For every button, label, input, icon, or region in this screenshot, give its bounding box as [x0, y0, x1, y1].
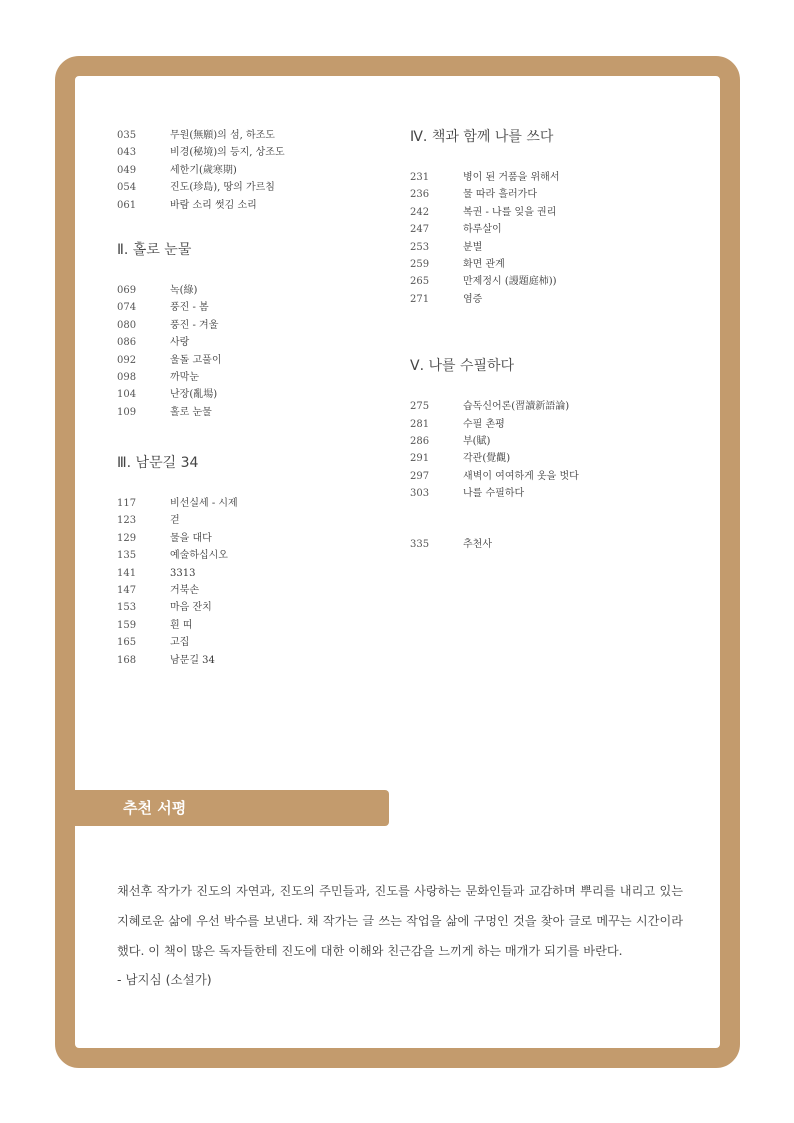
toc-entry-title: 화면 관계: [463, 258, 505, 270]
toc-entry: [117, 334, 387, 351]
toc-entry: [117, 179, 387, 196]
toc-entry-title: 고집: [170, 637, 190, 649]
toc-entry: [117, 599, 387, 616]
toc-entry-title: 예술하십시오: [170, 550, 228, 562]
toc-entry-title: 비선실세 - 시제: [170, 498, 238, 510]
toc-entry-page: 049: [117, 164, 137, 176]
toc-entry: [410, 239, 710, 256]
toc-entry-page: 335: [410, 539, 430, 551]
toc-entry: [410, 416, 710, 433]
toc-entry-page: 123: [117, 515, 137, 527]
toc-entry: [410, 186, 710, 203]
toc-entry-page: 271: [410, 293, 430, 305]
toc-entry-title: 물을 대다: [170, 532, 212, 544]
toc-entry-title: 새벽이 여여하게 옷을 벗다: [463, 470, 579, 482]
toc-entry-closing: [410, 536, 710, 553]
toc-entry-page: 286: [410, 435, 430, 447]
toc-part2-list: [117, 282, 387, 421]
toc-entry: [117, 386, 387, 403]
toc-entry: [117, 404, 387, 421]
toc-entry: [117, 565, 387, 582]
toc-part5-title: Ⅴ. 나를 수필하다: [410, 358, 515, 375]
toc-entry-title: 세한기(歲寒期): [170, 164, 237, 176]
toc-entry-title: 녹(綠): [170, 284, 198, 296]
toc-entry-title: 물 따라 흘러가다: [463, 189, 537, 201]
review-body-text: 채선후 작가가 진도의 자연과, 진도의 주민들과, 진도를 사랑하는 문화인들과 교감하며 뿌리를 내리고 있는 지혜로운 삶에 우선 박수를 보낸다. 채 작가는 글 쓰는 작업을 삶에 구멍인 것을 찾아 글로 메꾸는 시간이라 했다. 이 책이 많은 독자들한테 진도에 대한 이해와 친근감을 느끼게 하는 매개가 되기를 바란다.: [117, 884, 683, 958]
toc-entry-page: 147: [117, 585, 137, 597]
toc-entry-title: 바람 소리 썻김 소리: [170, 199, 257, 211]
toc-entry: [117, 317, 387, 334]
toc-entry: [117, 495, 387, 512]
toc-entry-page: 236: [410, 189, 430, 201]
toc-entry-title: 복권 - 나를 잊을 권리: [463, 206, 557, 218]
review-author: - 남지심 (소설가): [117, 972, 212, 987]
toc-entry: [117, 617, 387, 634]
toc-entry-title: 흰 띠: [170, 619, 193, 631]
toc-entry: [117, 144, 387, 161]
toc-entry-title: 나를 수필하다: [463, 488, 525, 500]
toc-right-column: [410, 127, 710, 554]
toc-entry-page: 153: [117, 602, 137, 614]
toc-entry-title: 추천사: [463, 539, 492, 551]
toc-part5-list: [410, 398, 710, 502]
toc-entry-page: 098: [117, 371, 137, 383]
toc-entry-title: 하루살이: [463, 224, 502, 236]
toc-entry: [410, 450, 710, 467]
toc-entry-title: 남문길 34: [170, 654, 215, 666]
toc-entry-page: 086: [117, 337, 137, 349]
toc-entry: [117, 530, 387, 547]
toc-entry-title: 수필 촌평: [463, 418, 505, 430]
toc-left-column: [117, 127, 387, 669]
toc-entry: [410, 398, 710, 415]
toc-entry-page: 291: [410, 453, 430, 465]
toc-entry-title: 만제정시 (謾題庭柿)): [463, 276, 557, 288]
toc-entry: [117, 547, 387, 564]
toc-entry-title: 분별: [463, 241, 483, 253]
toc-entry-title: 홀로 눈물: [170, 406, 212, 418]
toc-entry: [410, 485, 710, 502]
toc-entry-page: 297: [410, 470, 430, 482]
toc-entry-title: 풍진 - 겨울: [170, 319, 219, 331]
toc-entry: [410, 433, 710, 450]
toc-entry: [410, 291, 710, 308]
toc-entry-page: 092: [117, 354, 137, 366]
toc-entry: [410, 169, 710, 186]
toc-entry: [117, 299, 387, 316]
toc-entry-title: 거북손: [170, 585, 199, 597]
toc-entry: [117, 369, 387, 386]
toc-entry-page: 043: [117, 147, 137, 159]
toc-entry-page: 168: [117, 654, 137, 666]
toc-entry: [410, 256, 710, 273]
toc-entry-page: 247: [410, 224, 430, 236]
toc-entry: [117, 197, 387, 214]
toc-entry: [117, 652, 387, 669]
toc-entry-title: 부(賦): [463, 435, 491, 447]
toc-entry-page: 265: [410, 276, 430, 288]
toc-entry-title: 까막눈: [170, 371, 199, 383]
toc-entry-title: 3313: [170, 567, 196, 579]
toc-entry-title: 걷: [170, 515, 180, 527]
toc-entry-title: 진도(珍島), 땅의 가르침: [170, 182, 275, 194]
toc-entry-title: 풍진 - 봄: [170, 302, 209, 314]
toc-entry-title: 각관(覺觀): [463, 453, 511, 465]
toc-entry: [117, 127, 387, 144]
toc-part1-list: [117, 127, 387, 214]
toc-entry: [410, 221, 710, 238]
toc-entry: [117, 162, 387, 179]
toc-entry: [117, 352, 387, 369]
toc-entry-page: 135: [117, 550, 137, 562]
toc-entry-page: 259: [410, 258, 430, 270]
toc-entry-title: 비경(秘境)의 등지, 상조도: [170, 147, 285, 159]
review-heading: 추천 서평: [123, 799, 187, 817]
toc-part2-title: Ⅱ. 홀로 눈물: [117, 241, 192, 258]
toc-entry-title: 마음 잔치: [170, 602, 212, 614]
toc-entry-page: 061: [117, 199, 137, 211]
toc-entry-title: 무원(無願)의 섬, 하조도: [170, 130, 275, 141]
toc-entry: [117, 634, 387, 651]
toc-entry-page: 303: [410, 488, 430, 500]
toc-entry-title: 병이 된 거품을 위해서: [463, 172, 560, 183]
toc-entry-page: 109: [117, 406, 137, 418]
toc-entry-page: 159: [117, 619, 137, 631]
toc-entry-page: 275: [410, 401, 430, 413]
toc-entry-page: 117: [117, 498, 137, 510]
toc-entry-page: 281: [410, 418, 430, 430]
toc-entry-page: 231: [410, 172, 430, 183]
toc-entry: [117, 282, 387, 299]
toc-entry-page: 104: [117, 389, 137, 401]
toc-entry-page: 054: [117, 182, 137, 194]
toc-part3-title: Ⅲ. 남문길 34: [117, 455, 199, 472]
toc-entry-page: 165: [117, 637, 137, 649]
toc-entry-page: 253: [410, 241, 430, 253]
toc-part3-list: [117, 495, 387, 669]
toc-entry: [117, 512, 387, 529]
toc-entry-title: 습독신어론(習讀新語論): [463, 401, 570, 413]
toc-entry-title: 난장(亂場): [170, 389, 218, 401]
toc-entry-page: 141: [117, 567, 137, 579]
review-heading-bar: [55, 790, 389, 826]
toc-entry-title: 울돌 고풀이: [170, 354, 222, 366]
toc-entry-title: 염증: [463, 293, 483, 305]
toc-entry: [410, 204, 710, 221]
toc-entry-page: 069: [117, 284, 137, 296]
toc-entry: [410, 468, 710, 485]
toc-entry-page: 080: [117, 319, 137, 331]
toc-part4-list: [410, 169, 710, 308]
toc-entry-page: 035: [117, 130, 137, 141]
toc-entry: [410, 273, 710, 290]
toc-entry-page: 129: [117, 532, 137, 544]
toc-entry: [117, 582, 387, 599]
toc-entry-page: 242: [410, 206, 430, 218]
toc-part4-title: Ⅳ. 책과 함께 나를 쓰다: [410, 129, 554, 145]
toc-entry-title: 사랑: [170, 337, 190, 349]
toc-entry-page: 074: [117, 302, 137, 314]
